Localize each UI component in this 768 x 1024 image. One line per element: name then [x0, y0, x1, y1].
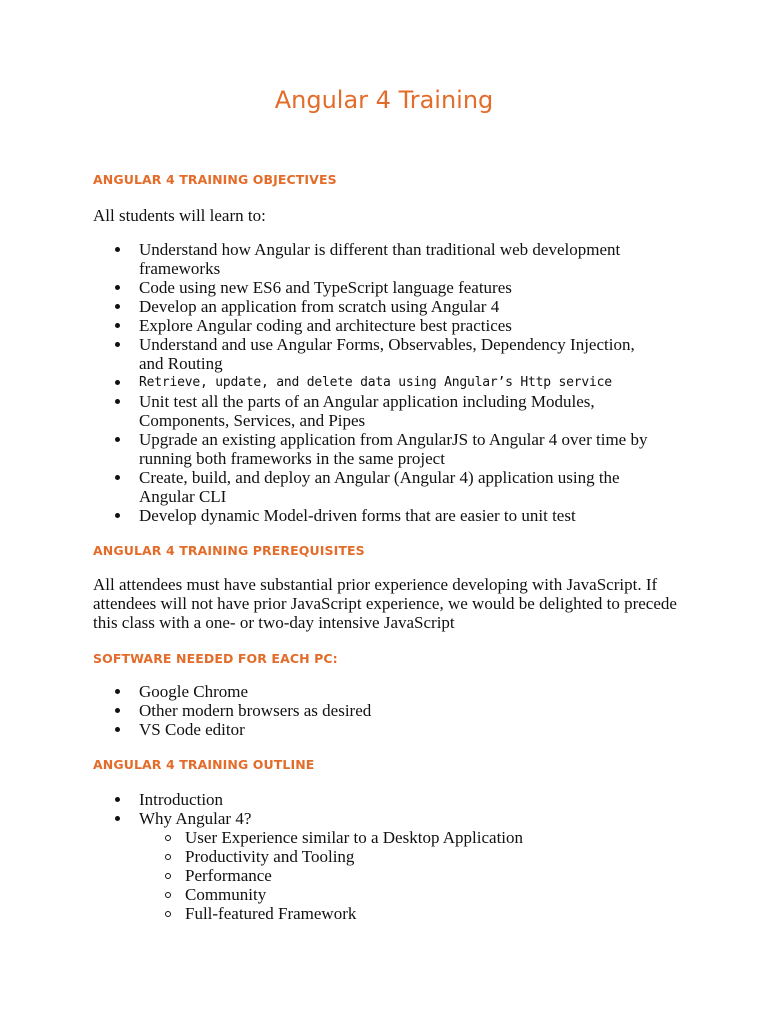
- sublist-item: Community: [139, 885, 700, 904]
- sublist-item: Productivity and Tooling: [139, 847, 700, 866]
- prerequisites-heading: ANGULAR 4 TRAINING PREREQUISITES: [93, 543, 365, 558]
- bullet-icon: [115, 323, 120, 328]
- software-list: [0, 682, 700, 739]
- objectives-heading: ANGULAR 4 TRAINING OBJECTIVES: [93, 172, 337, 187]
- list-item: Explore Angular coding and architecture best practices: [0, 316, 700, 335]
- software-heading: SOFTWARE NEEDED FOR EACH PC:: [93, 651, 338, 666]
- outline-list: [0, 790, 700, 923]
- bullet-icon: [115, 708, 120, 713]
- bullet-icon: [115, 380, 120, 385]
- bullet-icon: [115, 285, 120, 290]
- outline-sublist: [139, 828, 700, 923]
- objectives-intro: All students will learn to:: [93, 206, 266, 225]
- bullet-icon: [115, 399, 120, 404]
- list-item: Understand and use Angular Forms, Observables, Dependency Injection, and Routing: [0, 335, 700, 373]
- sublist-item: User Experience similar to a Desktop Application: [139, 828, 700, 847]
- list-item: Other modern browsers as desired: [0, 701, 700, 720]
- list-item: Retrieve, update, and delete data using Angular’s Http service: [0, 373, 700, 392]
- list-item: Unit test all the parts of an Angular application including Modules, Components, Services, and Pipes: [0, 392, 700, 430]
- list-item: Develop an application from scratch using Angular 4: [0, 297, 700, 316]
- document-title: Angular 4 Training: [274, 86, 494, 114]
- prerequisites-text: All attendees must have substantial prior experience developing with JavaScript. If attendees will not have prior JavaScript experience, we would be delighted to precede this class with a one- or two-day intensive JavaScript: [93, 575, 677, 632]
- list-item: Introduction: [0, 790, 700, 809]
- circle-bullet-icon: [165, 835, 171, 841]
- bullet-icon: [115, 816, 120, 821]
- list-item: Why Angular 4? User Experience similar to a Desktop Application Productivity and Tooling Performance Community Full-featured Framework: [0, 809, 700, 923]
- objectives-list: [0, 240, 700, 525]
- list-item: Create, build, and deploy an Angular (Angular 4) application using the Angular CLI: [0, 468, 700, 506]
- list-item: Develop dynamic Model-driven forms that are easier to unit test: [0, 506, 700, 525]
- list-item: Code using new ES6 and TypeScript language features: [0, 278, 700, 297]
- bullet-icon: [115, 475, 120, 480]
- circle-bullet-icon: [165, 873, 171, 879]
- bullet-icon: [115, 247, 120, 252]
- bullet-icon: [115, 304, 120, 309]
- circle-bullet-icon: [165, 911, 171, 917]
- list-item: Understand how Angular is different than traditional web development frameworks: [0, 240, 700, 278]
- bullet-icon: [115, 437, 120, 442]
- bullet-icon: [115, 689, 120, 694]
- list-item: Google Chrome: [0, 682, 700, 701]
- list-item: Upgrade an existing application from AngularJS to Angular 4 over time by running both frameworks in the same project: [0, 430, 700, 468]
- circle-bullet-icon: [165, 854, 171, 860]
- outline-heading: ANGULAR 4 TRAINING OUTLINE: [93, 757, 315, 772]
- bullet-icon: [115, 513, 120, 518]
- circle-bullet-icon: [165, 892, 171, 898]
- sublist-item: Full-featured Framework: [139, 904, 700, 923]
- bullet-icon: [115, 797, 120, 802]
- list-item: VS Code editor: [0, 720, 700, 739]
- bullet-icon: [115, 342, 120, 347]
- bullet-icon: [115, 727, 120, 732]
- sublist-item: Performance: [139, 866, 700, 885]
